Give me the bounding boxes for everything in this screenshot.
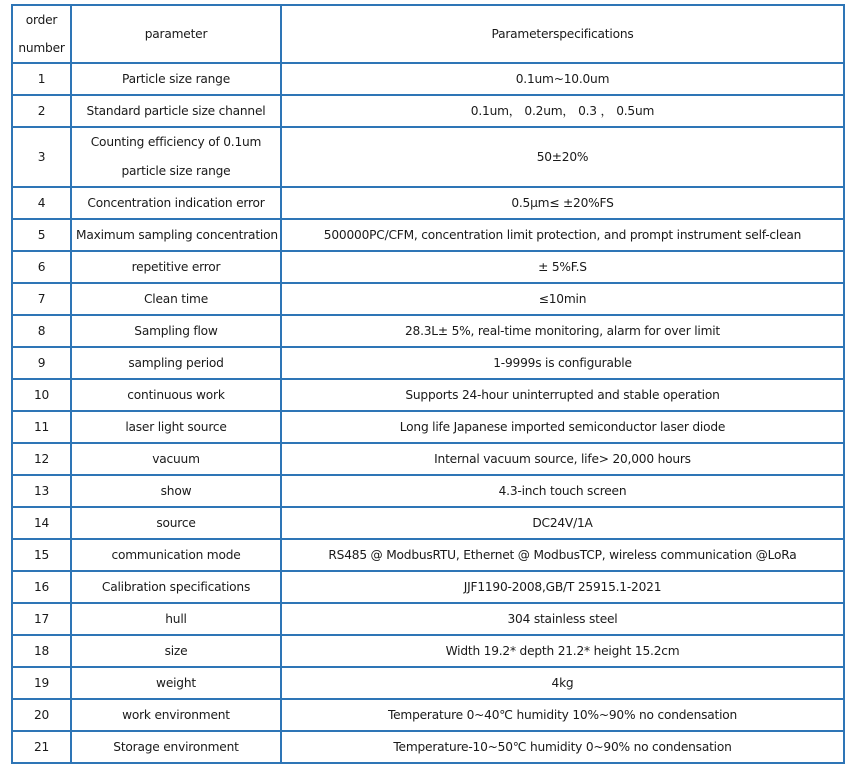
row-parameter: Concentration indication error [71,187,281,219]
table-row [12,127,844,187]
table-row [12,411,844,443]
row-number: 20 [12,699,71,731]
row-parameter: source [71,507,281,539]
row-specification: 0.5μm≤ ±20%FS [281,187,844,219]
row-specification: ± 5%F.S [281,251,844,283]
row-specification: 1-9999s is configurable [281,347,844,379]
table-header-row [12,5,844,63]
row-specification: 304 stainless steel [281,603,844,635]
table-row [12,347,844,379]
row-specification: Internal vacuum source, life> 20,000 hours [281,443,844,475]
row-parameter: weight [71,667,281,699]
row-specification: JJF1190-2008,GB/T 25915.1-2021 [281,571,844,603]
table-row [12,219,844,251]
row-parameter: vacuum [71,443,281,475]
row-specification: Temperature-10~50℃ humidity 0~90% no condensation [281,731,844,763]
row-parameter: laser light source [71,411,281,443]
table-row [12,443,844,475]
row-parameter: show [71,475,281,507]
row-number: 5 [12,219,71,251]
header-parameter: parameter [71,5,281,63]
row-number: 8 [12,315,71,347]
table-row [12,603,844,635]
row-specification: Temperature 0~40℃ humidity 10%~90% no condensation [281,699,844,731]
row-parameter: Counting efficiency of 0.1um particle size range [71,127,281,187]
row-parameter: sampling period [71,347,281,379]
table-row [12,283,844,315]
row-number: 19 [12,667,71,699]
table-row [12,95,844,127]
row-number: 15 [12,539,71,571]
table-row [12,187,844,219]
table-row [12,699,844,731]
header-specifications: Parameterspecifications [281,5,844,63]
table-row [12,571,844,603]
table-row [12,475,844,507]
row-specification: Supports 24-hour uninterrupted and stable operation [281,379,844,411]
row-specification: 28.3L± 5%, real-time monitoring, alarm for over limit [281,315,844,347]
row-parameter: Storage environment [71,731,281,763]
row-number: 3 [12,127,71,187]
row-parameter: hull [71,603,281,635]
table-row [12,667,844,699]
row-specification: 4.3-inch touch screen [281,475,844,507]
table-row [12,315,844,347]
row-specification: 0.1um， 0.2um， 0.3 ， 0.5um [281,95,844,127]
row-number: 10 [12,379,71,411]
row-specification: DC24V/1A [281,507,844,539]
table-row [12,251,844,283]
row-number: 1 [12,63,71,95]
row-parameter: work environment [71,699,281,731]
row-parameter: continuous work [71,379,281,411]
row-number: 14 [12,507,71,539]
table-row [12,539,844,571]
row-number: 16 [12,571,71,603]
table-row [12,507,844,539]
row-number: 17 [12,603,71,635]
row-number: 6 [12,251,71,283]
row-number: 18 [12,635,71,667]
row-parameter: Sampling flow [71,315,281,347]
row-number: 4 [12,187,71,219]
row-parameter: Calibration specifications [71,571,281,603]
row-specification: 500000PC/CFM, concentration limit protection, and prompt instrument self-clean [281,219,844,251]
row-parameter: communication mode [71,539,281,571]
row-number: 21 [12,731,71,763]
row-number: 9 [12,347,71,379]
row-number: 7 [12,283,71,315]
row-parameter: size [71,635,281,667]
row-number: 2 [12,95,71,127]
table-row [12,731,844,763]
row-specification: 50±20% [281,127,844,187]
row-parameter: repetitive error [71,251,281,283]
row-specification: 4kg [281,667,844,699]
header-order-number: order number [12,5,71,63]
row-specification: ≤10min [281,283,844,315]
parameter-table [11,4,845,764]
row-number: 11 [12,411,71,443]
table-row [12,63,844,95]
row-parameter: Standard particle size channel [71,95,281,127]
row-parameter: Particle size range [71,63,281,95]
row-specification: Long life Japanese imported semiconductor laser diode [281,411,844,443]
row-specification: Width 19.2* depth 21.2* height 15.2cm [281,635,844,667]
row-number: 12 [12,443,71,475]
row-number: 13 [12,475,71,507]
row-specification: 0.1um~10.0um [281,63,844,95]
row-specification: RS485 @ ModbusRTU, Ethernet @ ModbusTCP, wireless communication @LoRa [281,539,844,571]
table-row [12,379,844,411]
row-parameter: Maximum sampling concentration [71,219,281,251]
row-parameter: Clean time [71,283,281,315]
table-row [12,635,844,667]
